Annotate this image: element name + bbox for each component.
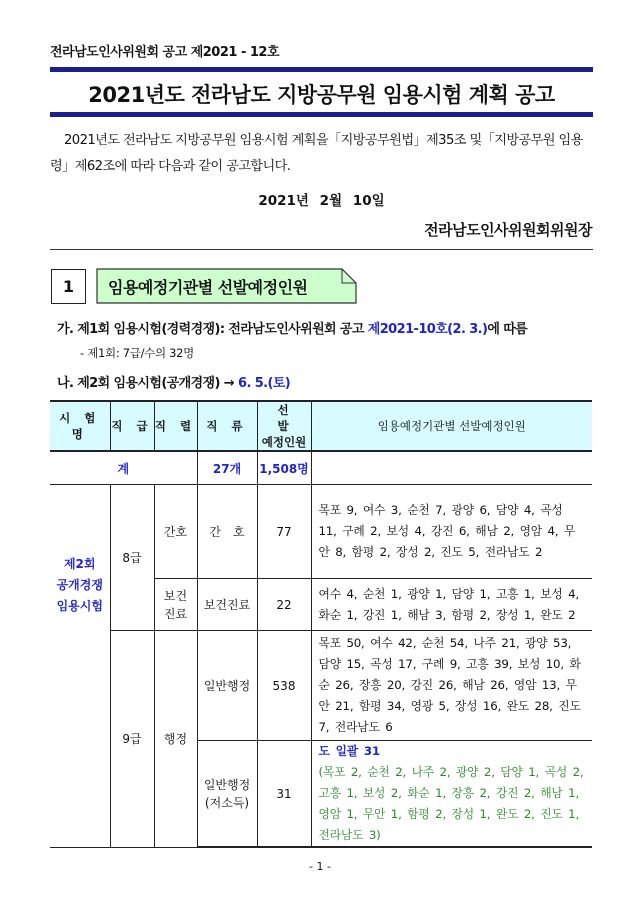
total-count: 1,508명 bbox=[257, 451, 311, 485]
header-count-line2: 예정인원 bbox=[261, 435, 307, 449]
signer: 전라남도인사위원회위원장 bbox=[424, 221, 592, 239]
announcement-date: 2021년 2월 10일 bbox=[258, 193, 385, 209]
table-header-row bbox=[50, 401, 592, 451]
detail-cell: 목포 50, 여수 42, 순천 54, 나주 21, 광양 53, 담양 15, 곡성 17, 구례 9, 고흥 39, 보성 10, 화순 26, 장흥 20, 강진 26, 해남 26, 영암 13, 무안 21, 함평 34, 영광 5, 장성 16, 완도 28, 진도 7, 전라남도 6 bbox=[311, 631, 592, 741]
category-cell: 일반행정 bbox=[197, 631, 257, 741]
exam-name bbox=[50, 485, 110, 848]
total-categories: 27개 bbox=[197, 451, 257, 485]
series-line: 진료 bbox=[163, 606, 188, 621]
table-row bbox=[50, 485, 592, 579]
category-cell: 보건진료 bbox=[197, 579, 257, 631]
header-grade: 직 급 bbox=[110, 401, 154, 451]
detail-cell: 목포 9, 여수 3, 순천 7, 광양 6, 담양 4, 곡성 11, 구례 2, 보성 4, 강진 6, 해남 2, 영암 4, 무안 8, 함평 2, 장성 2, 진도 5, 전라남도 2 bbox=[311, 485, 592, 579]
grade-cell: 9급 bbox=[110, 631, 154, 848]
title-top-rule bbox=[50, 67, 593, 72]
category-line: (저소득) bbox=[204, 795, 250, 810]
series-cell: 간호 bbox=[154, 485, 197, 579]
header-count bbox=[257, 401, 311, 451]
page-number: - 1 - bbox=[309, 860, 331, 873]
total-detail bbox=[311, 451, 592, 485]
title-bottom-rule bbox=[50, 112, 593, 117]
detail-cell bbox=[311, 741, 592, 848]
item-ga-reference: 제2021-10호(2. 3.) bbox=[367, 322, 488, 337]
count-cell: 538 bbox=[257, 631, 311, 741]
table-row bbox=[50, 631, 592, 741]
count-cell: 77 bbox=[257, 485, 311, 579]
grade-cell: 8급 bbox=[110, 485, 154, 631]
exam-name-line: 공개경쟁 bbox=[56, 578, 103, 593]
total-label: 계 bbox=[50, 451, 197, 485]
item-ga bbox=[57, 318, 527, 337]
header-exam: 시 험 명 bbox=[50, 401, 110, 451]
series-cell bbox=[154, 579, 197, 631]
series-cell: 행정 bbox=[154, 631, 197, 848]
detail-breakdown: (목포 2, 순천 2, 나주 2, 광양 2, 담양 1, 곡성 2, 고흥 1, 보성 2, 화순 1, 장흥 2, 강진 2, 해남 1, 영암 1, 무안 1, 함평 2, 장성 1, 완도 2, 진도 1, 전라남도 3) bbox=[318, 765, 584, 842]
header-category: 직 류 bbox=[197, 401, 257, 451]
recruitment-table bbox=[50, 400, 592, 848]
intro-paragraph: 2021년도 전라남도 지방공무원 임용시험 계획을「지방공무원법」제35조 및「지방공무원 임용령」제62조에 따라 다음과 같이 공고합니다. bbox=[50, 133, 583, 174]
page-title: 2021년도 전라남도 지방공무원 임용시험 계획 공고 bbox=[88, 83, 555, 107]
header-detail: 임용예정기관별 선발예정인원 bbox=[311, 401, 592, 451]
category-line: 일반행정 bbox=[203, 777, 251, 792]
exam-name-line: 임용시험 bbox=[56, 599, 103, 614]
section-title-box bbox=[96, 268, 356, 303]
exam-name-line: 제2회 bbox=[63, 557, 96, 572]
detail-title: 도 일괄 31 bbox=[318, 744, 380, 758]
series-line: 보건 bbox=[163, 588, 188, 603]
announcement-number: 전라남도인사위원회 공고 제2021 - 12호 bbox=[50, 45, 280, 60]
item-na-date: 6. 5.(토) bbox=[238, 376, 291, 391]
item-ga-sub: - 제1회: 7급/수의 32명 bbox=[80, 346, 194, 360]
detail-cell: 여수 4, 순천 1, 광양 1, 담양 1, 고흥 1, 보성 4, 화순 1, 강진 1, 해남 3, 함평 2, 장성 1, 완도 2 bbox=[311, 579, 592, 631]
count-cell: 22 bbox=[257, 579, 311, 631]
section-number: 1 bbox=[51, 269, 86, 304]
section-title: 임용예정기관별 선발예정인원 bbox=[108, 278, 308, 297]
header-series: 직 렬 bbox=[154, 401, 197, 451]
item-na bbox=[57, 372, 290, 391]
item-na-text: 나. 제2회 임용시험(공개경쟁) → bbox=[57, 376, 239, 391]
category-cell: 간 호 bbox=[197, 485, 257, 579]
table-total-row bbox=[50, 451, 592, 485]
item-ga-suffix: 에 따름 bbox=[487, 322, 528, 337]
item-ga-text: 가. 제1회 임용시험(경력경쟁): 전라남도인사위원회 공고 bbox=[57, 322, 368, 337]
divider bbox=[50, 249, 593, 250]
category-cell bbox=[197, 741, 257, 848]
count-cell: 31 bbox=[257, 741, 311, 848]
header-count-line1: 선 발 bbox=[277, 403, 301, 433]
